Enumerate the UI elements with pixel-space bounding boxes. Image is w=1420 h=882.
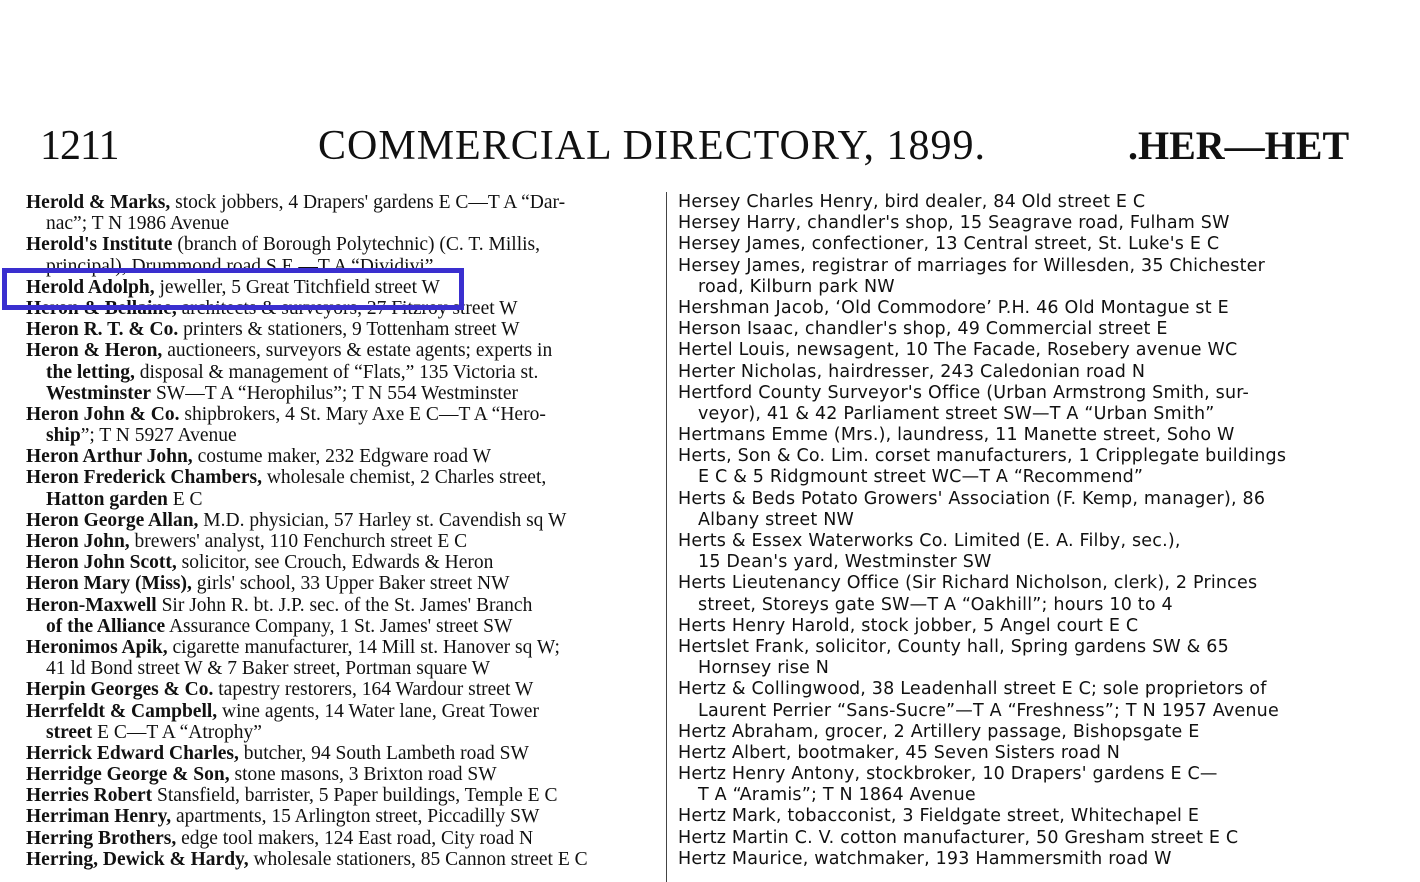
entry-text: M.D. physician, 57 Harley st. Cavendish sq W [198,509,567,531]
entry-text: Hersey Harry, chandler's shop, 15 Seagrave road, Fulham SW [678,213,1230,234]
entry-text: Hertslet Frank, solicitor, County hall, Spring gardens SW & 65 [678,636,1229,657]
directory-line [678,637,1368,658]
section-range: .HER—HET [1128,123,1350,168]
entry-text: apartments, 15 Arlington street, Piccadilly SW [171,806,540,828]
entry-text: Herts Henry Harold, stock jobber, 5 Angel court E C [678,615,1139,636]
directory-line [678,616,1368,637]
entry-text: Albany street NW [698,509,855,530]
directory-line [678,573,1368,594]
entry-name: Heron R. T. & Co. [26,319,179,341]
entry-name: Heron John, [26,531,130,552]
directory-line [678,340,1368,361]
directory-line [678,213,1368,234]
directory-line [678,595,1368,616]
directory-line [678,192,1368,213]
entry-name: the letting, [46,361,135,383]
entry-text: street, Storeys gate SW—T A “Oakhill”; hours 10 to 4 [698,594,1173,615]
entry-text: stock jobbers, 4 Drapers' gardens E C—T A “Dar- [170,192,566,213]
entry-name: street [46,721,93,743]
page-title: COMMERCIAL DIRECTORY, 1899. [318,123,986,169]
entry-text: Assurance Company, 1 St. James' street SW [165,615,513,637]
entry-text: auctioneers, surveyors & estate agents; experts in [162,340,553,362]
entry-text: Herts & Essex Waterworks Co. Limited (E. A. Filby, sec.), [678,531,1181,551]
entry-text: Hertmans Emme (Mrs.), laundress, 11 Manette street, Soho W [678,425,1235,446]
directory-line [678,256,1368,277]
directory-line [26,595,656,616]
entry-text: Hertz Maurice, watchmaker, 193 Hammersmith road W [678,848,1172,869]
entry-text: Hertz & Collingwood, 38 Leadenhall street E C; sole proprietors of [678,679,1267,700]
directory-line [678,849,1368,870]
entry-name: Heron Frederick Chambers, [26,467,262,489]
entry-text: Hornsey rise N [698,658,830,679]
entry-name: Heron & Heron, [26,340,163,362]
directory-line [26,213,656,234]
directory-line [26,764,656,785]
entry-name: Heron & Bellaine, [26,297,177,319]
directory-line [26,446,656,467]
highlight-box [2,268,464,310]
page-header [0,120,1420,180]
entry-text: wine agents, 14 Water lane, Great Tower [217,700,539,722]
entry-text: road, Kilburn park NW [698,276,895,297]
entry-text: Hersey James, registrar of marriages for Willesden, 35 Chichester [678,255,1266,276]
entry-text: Stansfield, barrister, 5 Paper buildings, Temple E C [152,785,558,807]
directory-line [678,298,1368,319]
entry-name: Herold & Marks, [26,192,171,213]
directory-line [26,701,656,722]
entry-name: Herridge George & Son, [26,764,230,786]
entry-text: tapestry restorers, 164 Wardour street W [213,679,534,701]
entry-text: nac”; T N 1986 Avenue [46,213,230,235]
entry-text: wholesale stationers, 85 Cannon street E C [248,848,588,870]
entry-text: veyor), 41 & 42 Parliament street SW—T A “Urban Smith” [698,403,1215,424]
entry-text: principal), Drummond road S E —T A “Dividivi” [46,255,434,277]
entry-text: Hersey Charles Henry, bird dealer, 84 Old street E C [678,192,1146,212]
entry-text: Herts & Beds Potato Growers' Association (F. Kemp, manager), 86 [678,488,1266,509]
entry-text: disposal & management of “Flats,” 135 Victoria st. [134,361,539,383]
entry-text: butcher, 94 South Lambeth road SW [238,742,529,764]
directory-line [26,234,656,255]
entry-name: Hatton garden [46,488,168,510]
entry-text: shipbrokers, 4 St. Mary Axe E C—T A “Hero- [179,403,546,425]
entry-text: 41 ld Bond street W & 7 Baker street, Portman square W [46,658,491,680]
entry-name: Herriman Henry, [26,806,172,828]
directory-line [26,362,656,383]
directory-line [26,319,656,340]
directory-line [26,806,656,827]
directory-line [26,340,656,361]
entry-text: edge tool makers, 124 East road, City road N [176,827,534,849]
entry-text: T A “Aramis”; T N 1864 Avenue [698,785,976,806]
entry-name: Herold's Institute [26,234,173,256]
entry-text: Hersey James, confectioner, 13 Central street, St. Luke's E C [678,234,1220,255]
entry-name: of the Alliance [46,615,166,637]
directory-line [26,531,656,552]
entry-text: Hertz Abraham, grocer, 2 Artillery passage, Bishopsgate E [678,721,1200,742]
directory-line [26,573,656,594]
entry-name: Herring Brothers, [26,827,177,849]
directory-line [678,785,1368,806]
directory-line [26,489,656,510]
entry-text: Hertel Louis, newsagent, 10 The Facade, Rosebery avenue WC [678,340,1238,361]
entry-text: ”; T N 5927 Avenue [80,425,237,447]
entry-text: printers & stationers, 9 Tottenham street W [178,319,520,341]
directory-line [26,849,656,870]
directory-line [26,679,656,700]
column-divider [666,192,667,882]
directory-line [26,637,656,658]
directory-line [678,531,1368,552]
directory-line [678,679,1368,700]
entry-name: ship [46,425,81,447]
entry-text: 15 Dean's yard, Westminster SW [698,552,992,573]
directory-line [678,446,1368,467]
entry-text: solicitor, see Crouch, Edwards & Heron [176,552,494,574]
entry-text: Herts Lieutenancy Office (Sir Richard Nicholson, clerk), 2 Princes [678,573,1258,594]
directory-line [26,785,656,806]
entry-name: Heron John & Co. [26,403,180,425]
directory-line [678,701,1368,722]
entry-name: Heron-Maxwell [26,594,157,616]
directory-line [26,425,656,446]
directory-line [678,319,1368,340]
entry-name: Herpin Georges & Co. [26,679,214,701]
entry-name: Heron Arthur John, [26,446,193,468]
entry-text: Hershman Jacob, ‘Old Commodore’ P.H. 46 Old Montague st E [678,297,1229,318]
directory-line [26,658,656,679]
directory-line [678,552,1368,573]
entry-text: cigarette manufacturer, 14 Mill st. Hanover sq W; [167,636,560,658]
entry-name: Heron George Allan, [26,509,199,531]
page-number: 1211 [40,123,119,169]
entry-text: costume maker, 232 Edgware road W [192,446,491,468]
entry-text: architects & surveyors, 27 Fitzroy street W [176,297,518,319]
entry-text: (branch of Borough Polytechnic) (C. T. Millis, [172,234,541,256]
directory-line [26,552,656,573]
directory-line [678,383,1368,404]
entry-text: Hertford County Surveyor's Office (Urban Armstrong Smith, sur- [678,382,1250,403]
entry-text: Herter Nicholas, hairdresser, 243 Caledonian road N [678,361,1146,382]
entry-text: E C—T A “Atrophy” [92,721,262,743]
directory-line [26,192,656,213]
entry-text: Laurent Perrier “Sans-Sucre”—T A “Freshness”; T N 1957 Avenue [698,700,1279,721]
entry-text: Hertz Henry Antony, stockbroker, 10 Drapers' gardens E C— [678,764,1218,785]
directory-line [26,828,656,849]
entry-name: Herring, Dewick & Hardy, [26,848,249,870]
directory-line [26,467,656,488]
entry-name: Herold Adolph, [26,276,155,298]
directory-line [678,743,1368,764]
entry-text: SW—T A “Herophilus”; T N 554 Westminster [151,382,518,404]
directory-line [678,658,1368,679]
entry-name: Heron Mary (Miss), [26,573,192,595]
entry-name: Herrfeldt & Campbell, [26,700,218,722]
entry-name: Herrick Edward Charles, [26,742,239,764]
entry-name: Heron John Scott, [26,552,177,574]
directory-line [678,404,1368,425]
entry-text: Hertz Mark, tobacconist, 3 Fieldgate street, Whitechapel E [678,806,1200,827]
directory-line [26,510,656,531]
entry-text: Hertz Albert, bootmaker, 45 Seven Sisters road N [678,742,1121,763]
directory-line [678,764,1368,785]
directory-line [678,510,1368,531]
directory-line [678,277,1368,298]
entry-text: jeweller, 5 Great Titchfield street W [154,276,440,298]
right-column [678,192,1368,870]
directory-line [26,404,656,425]
directory-line [678,425,1368,446]
directory-line [678,722,1368,743]
entry-text: girls' school, 33 Upper Baker street NW [191,573,510,595]
directory-line [678,806,1368,827]
entry-text: Sir John R. bt. J.P. sec. of the St. James' Branch [156,594,533,616]
directory-line [678,467,1368,488]
entry-name: Herries Robert [26,785,153,807]
directory-line [26,722,656,743]
entry-text: Hertz Martin C. V. cotton manufacturer, 50 Gresham street E C [678,827,1239,848]
directory-line [26,616,656,637]
entry-text: E C [167,488,203,510]
entry-text: Herts, Son & Co. Lim. corset manufacturers, 1 Cripplegate buildings [678,446,1287,467]
entry-text: E C & 5 Ridgmount street WC—T A “Recommend” [698,467,1144,488]
entry-name: Heronimos Apik, [26,636,168,658]
entry-text: brewers' analyst, 110 Fenchurch street E C [129,531,468,552]
directory-line [26,743,656,764]
entry-text: stone masons, 3 Brixton road SW [229,764,497,786]
directory-line [678,828,1368,849]
directory-line [678,234,1368,255]
directory-line [678,489,1368,510]
directory-line [26,383,656,404]
entry-text: wholesale chemist, 2 Charles street, [261,467,547,489]
directory-line [678,362,1368,383]
entry-name: Westminster [46,382,152,404]
entry-text: Herson Isaac, chandler's shop, 49 Commercial street E [678,319,1168,340]
